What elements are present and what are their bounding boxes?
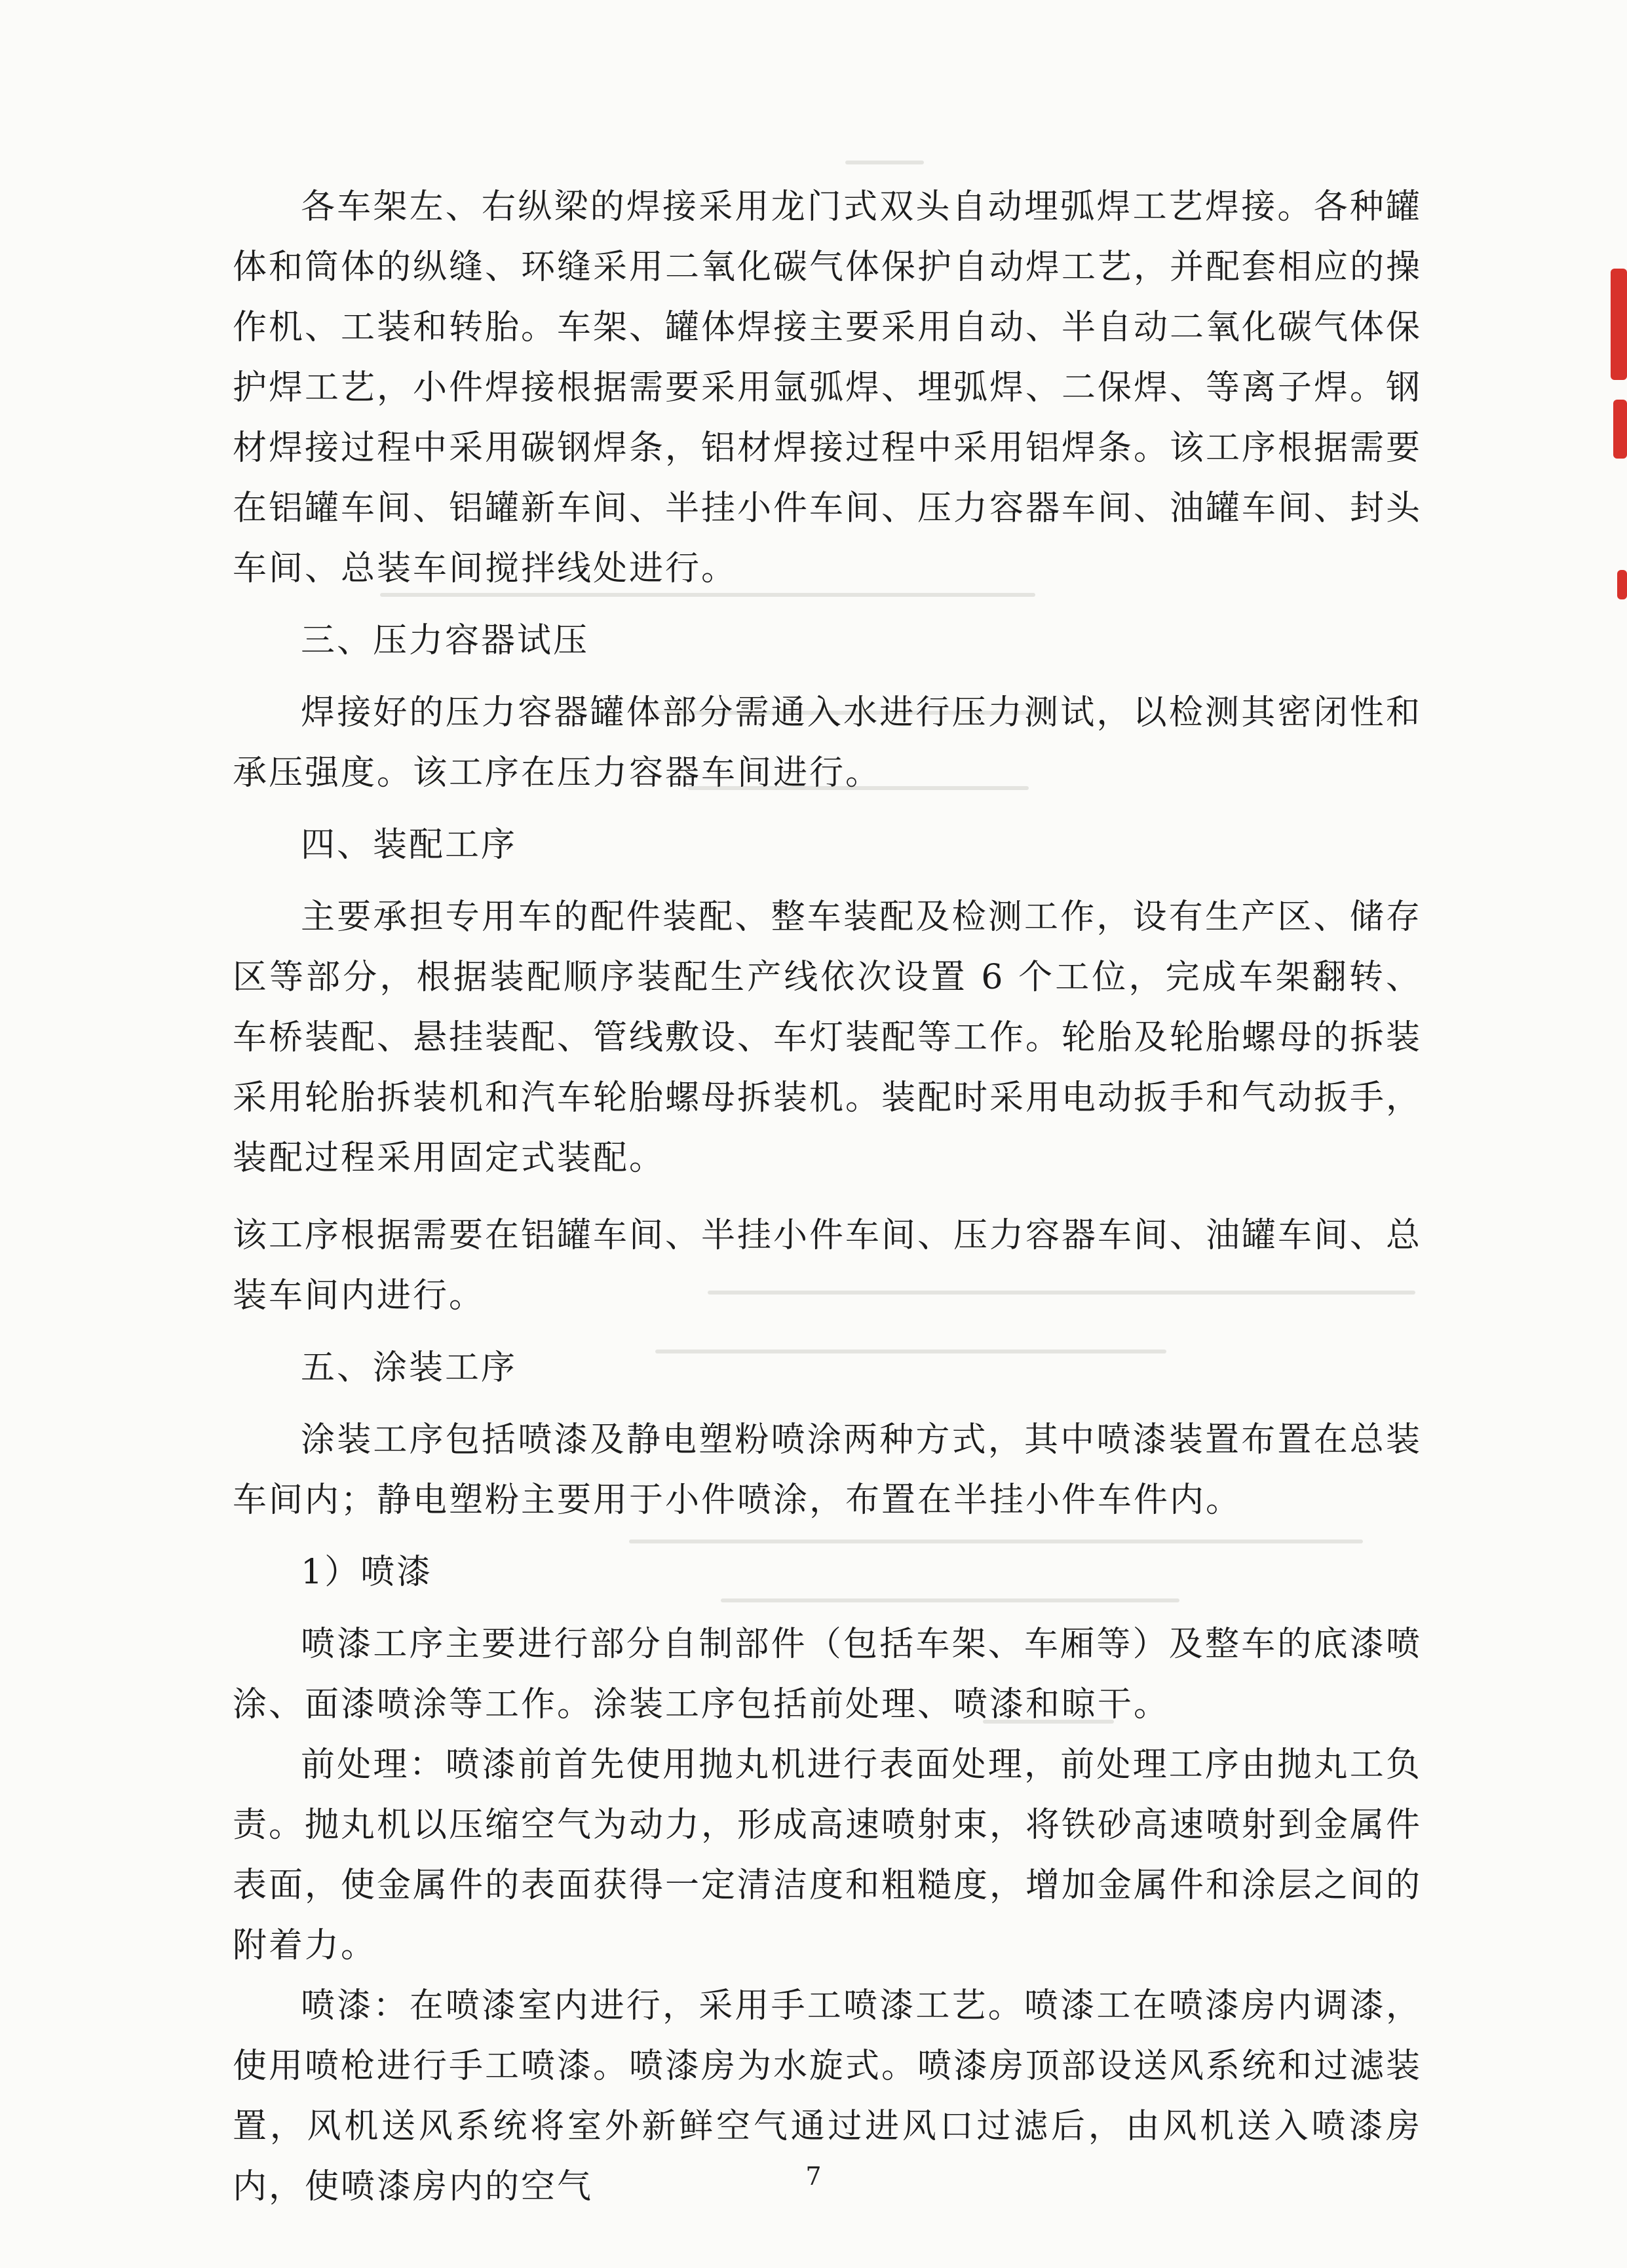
section-heading-coating: 五、涂装工序: [301, 1348, 518, 1388]
red-seal-fragment: [1611, 269, 1627, 380]
page-number: 7: [805, 2162, 822, 2191]
bleed-through-mark: [845, 161, 924, 164]
paragraph-pretreatment: 前处理：喷漆前首先使用抛丸机进行表面处理，前处理工序由抛丸工负责。抛丸机以压缩空气为动力，形成高速喷射束，将铁砂高速喷射到金属件表面，使金属件的表面获得一定清洁度和粗糙度，增加金属件和涂层之间的附着力。: [233, 1745, 1423, 1965]
subsection-heading-spray-paint: 1）喷漆: [301, 1553, 433, 1592]
paragraph-welding: 各车架左、右纵梁的焊接采用龙门式双头自动埋弧焊工艺焊接。各种罐体和筒体的纵缝、环缝采用二氧化碳气体保护自动焊工艺，并配套相应的操作机、工装和转胎。车架、罐体焊接主要采用自动、半自动二氧化碳气体保护焊工艺，小件焊接根据需要采用氩弧焊、埋弧焊、二保焊、等离子焊。钢材焊接过程中采用碳钢焊条，铝材焊接过程中采用铝焊条。该工序根据需要在铝罐车间、铝罐新车间、半挂小件车间、压力容器车间、油罐车间、封头车间、总装车间搅拌线处进行。: [233, 187, 1423, 588]
paragraph-assembly-location: 该工序根据需要在铝罐车间、半挂小件车间、压力容器车间、油罐车间、总装车间内进行。: [233, 1216, 1423, 1315]
section-heading-assembly: 四、装配工序: [301, 825, 518, 865]
paragraph-painting: 喷漆：在喷漆室内进行，采用手工喷漆工艺。喷漆工在喷漆房内调漆，使用喷枪进行手工喷漆。喷漆房为水旋式。喷漆房顶部设送风系统和过滤装置，风机送风系统将室外新鲜空气通过进风口过滤后，由风机送入喷漆房内，使喷漆房内的空气: [233, 1986, 1423, 2206]
document-body: [233, 177, 1422, 2217]
red-seal-fragment: [1613, 400, 1627, 459]
section-heading-pressure-test: 三、压力容器试压: [301, 621, 590, 660]
paragraph-assembly: 主要承担专用车的配件装配、整车装配及检测工作，设有生产区、储存区等部分，根据装配顺序装配生产线依次设置 6 个工位，完成车架翻转、车桥装配、悬挂装配、管线敷设、车灯装配等工作。轮胎及轮胎螺母的拆装采用轮胎拆装机和汽车轮胎螺母拆装机。装配时采用电动扳手和气动扳手，装配过程采用固定式装配。: [233, 898, 1423, 1178]
red-seal-fragment: [1617, 570, 1627, 599]
paragraph-coating: 涂装工序包括喷漆及静电塑粉喷涂两种方式，其中喷漆装置布置在总装车间内；静电塑粉主要用于小件喷涂，布置在半挂小件车件内。: [233, 1420, 1422, 1520]
paragraph-pressure-test: 焊接好的压力容器罐体部分需通入水进行压力测试，以检测其密闭性和承压强度。该工序在压力容器车间进行。: [233, 693, 1422, 793]
paragraph-spray-paint: 喷漆工序主要进行部分自制部件（包括车架、车厢等）及整车的底漆喷涂、面漆喷涂等工作。涂装工序包括前处理、喷漆和晾干。: [233, 1625, 1422, 1724]
